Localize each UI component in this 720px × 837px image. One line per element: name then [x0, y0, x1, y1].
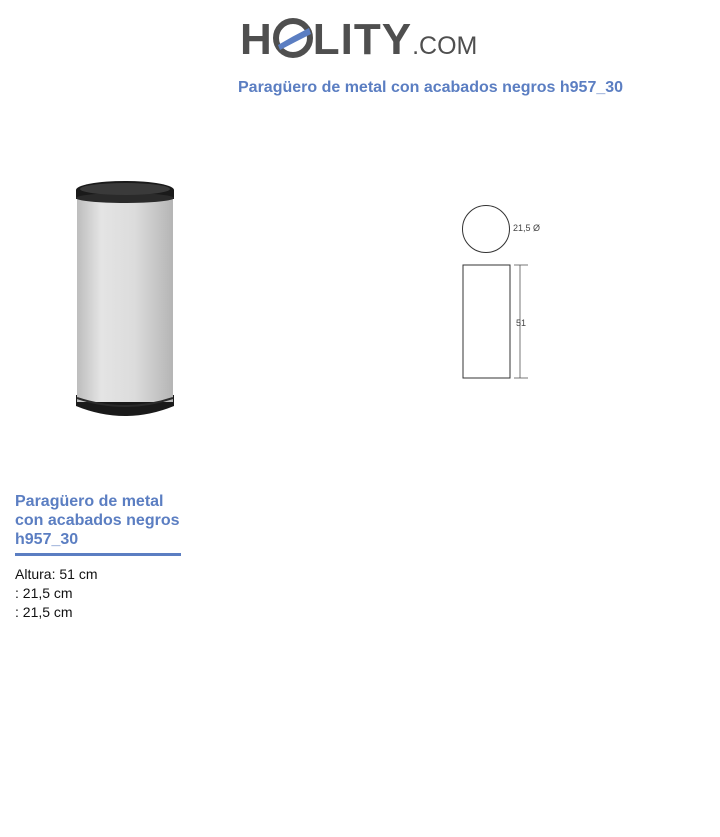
- logo-letters-start: H: [240, 15, 273, 64]
- logo-suffix: .COM: [412, 32, 478, 60]
- diameter-label: 21,5 Ø: [513, 223, 541, 233]
- product-photo: [60, 170, 190, 430]
- spec-height: Altura: 51 cm: [15, 566, 98, 582]
- title-divider: [15, 553, 181, 556]
- spec-depth: : 21,5 cm: [15, 604, 73, 620]
- o-swoosh-icon: [273, 14, 313, 54]
- spec-width: : 21,5 cm: [15, 585, 73, 601]
- product-specs: [15, 565, 97, 622]
- page-title: Paragüero de metal con acabados negros h957_30: [238, 79, 624, 96]
- height-label: 51: [516, 318, 527, 328]
- site-logo[interactable]: [240, 10, 490, 70]
- technical-drawing: [440, 195, 570, 390]
- logo-letters-end: LITY: [312, 15, 413, 64]
- product-title: Paragüero de metal con acabados negros h957_30: [15, 493, 180, 548]
